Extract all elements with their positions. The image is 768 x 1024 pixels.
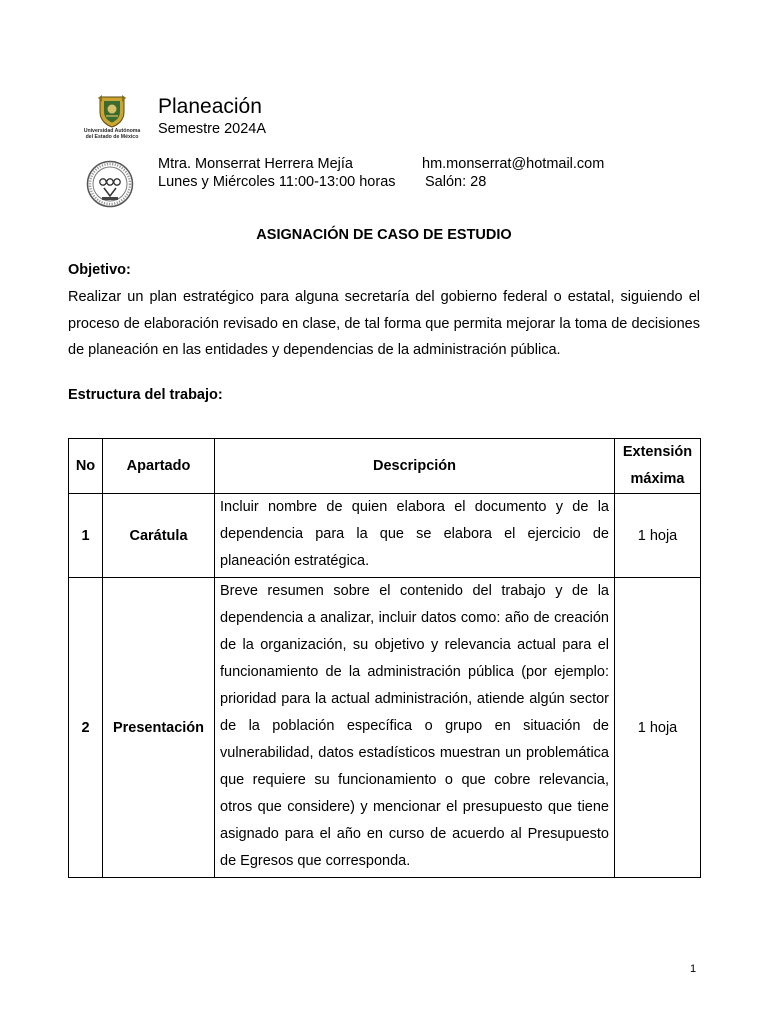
page-number: 1 (690, 963, 697, 975)
row-number: 2 (69, 578, 103, 878)
university-shield-icon (96, 94, 128, 128)
structure-heading: Estructura del trabajo: (68, 387, 223, 403)
table-row (69, 494, 701, 578)
teacher-name: Mtra. Monserrat Herrera Mejía (158, 156, 353, 172)
class-schedule: Lunes y Miércoles 11:00-13:00 horas (158, 174, 396, 190)
university-logo-caption: Universidad Autónoma del Estado de México (83, 128, 141, 140)
row-section: Presentación (103, 578, 215, 878)
table-header-row (69, 439, 701, 494)
row-section: Carátula (103, 494, 215, 578)
objective-paragraph: Realizar un plan estratégico para alguna secretaría del gobierno federal o estatal, siguiendo el proceso de elaboración revisado en clase, de tal forma que permita mejorar la toma de decisiones de planeación en las entidades y dependencias de la administración pública. (68, 289, 700, 358)
semester-label: Semestre 2024A (158, 121, 267, 137)
classroom: Salón: 28 (425, 174, 487, 190)
document-title: ASIGNACIÓN DE CASO DE ESTUDIO (256, 227, 512, 243)
row-number: 1 (69, 494, 103, 578)
header-apartado: Apartado (103, 439, 215, 494)
row-extension: 1 hoja (615, 494, 701, 578)
row-description: Breve resumen sobre el contenido del trabajo y de la dependencia a analizar, incluir datos como: año de creación de la organización, su objetivo y relevancia actual para el funcionamiento de la administración pública (por ejemplo: prioridad para la actual administración, atiende algún sector de la población específica o grupo en situación de vulnerabilidad, datos estadísticos muestran un problemática que requiere su funcionamiento o que cobre relevancia, otros que considere) y mencionar el presupuesto que tiene asignado para el año en curso de acuerdo al Presupuesto de Egresos que corresponda. (215, 578, 615, 878)
header-descripcion: Descripción (215, 439, 615, 494)
row-description: Incluir nombre de quien elabora el documento y de la dependencia para la que se elabora el ejercicio de planeación estratégica. (215, 494, 615, 578)
course-title: Planeación (158, 95, 262, 118)
faculty-logo (86, 160, 134, 208)
header-no: No (69, 439, 103, 494)
row-extension: 1 hoja (615, 578, 701, 878)
faculty-seal-icon (86, 160, 134, 208)
table-row (69, 578, 701, 878)
structure-table (68, 438, 701, 878)
teacher-email: hm.monserrat@hotmail.com (422, 156, 605, 172)
header-extension: Extensión máxima (615, 439, 701, 494)
objective-heading: Objetivo: (68, 262, 131, 278)
university-logo (76, 94, 144, 148)
